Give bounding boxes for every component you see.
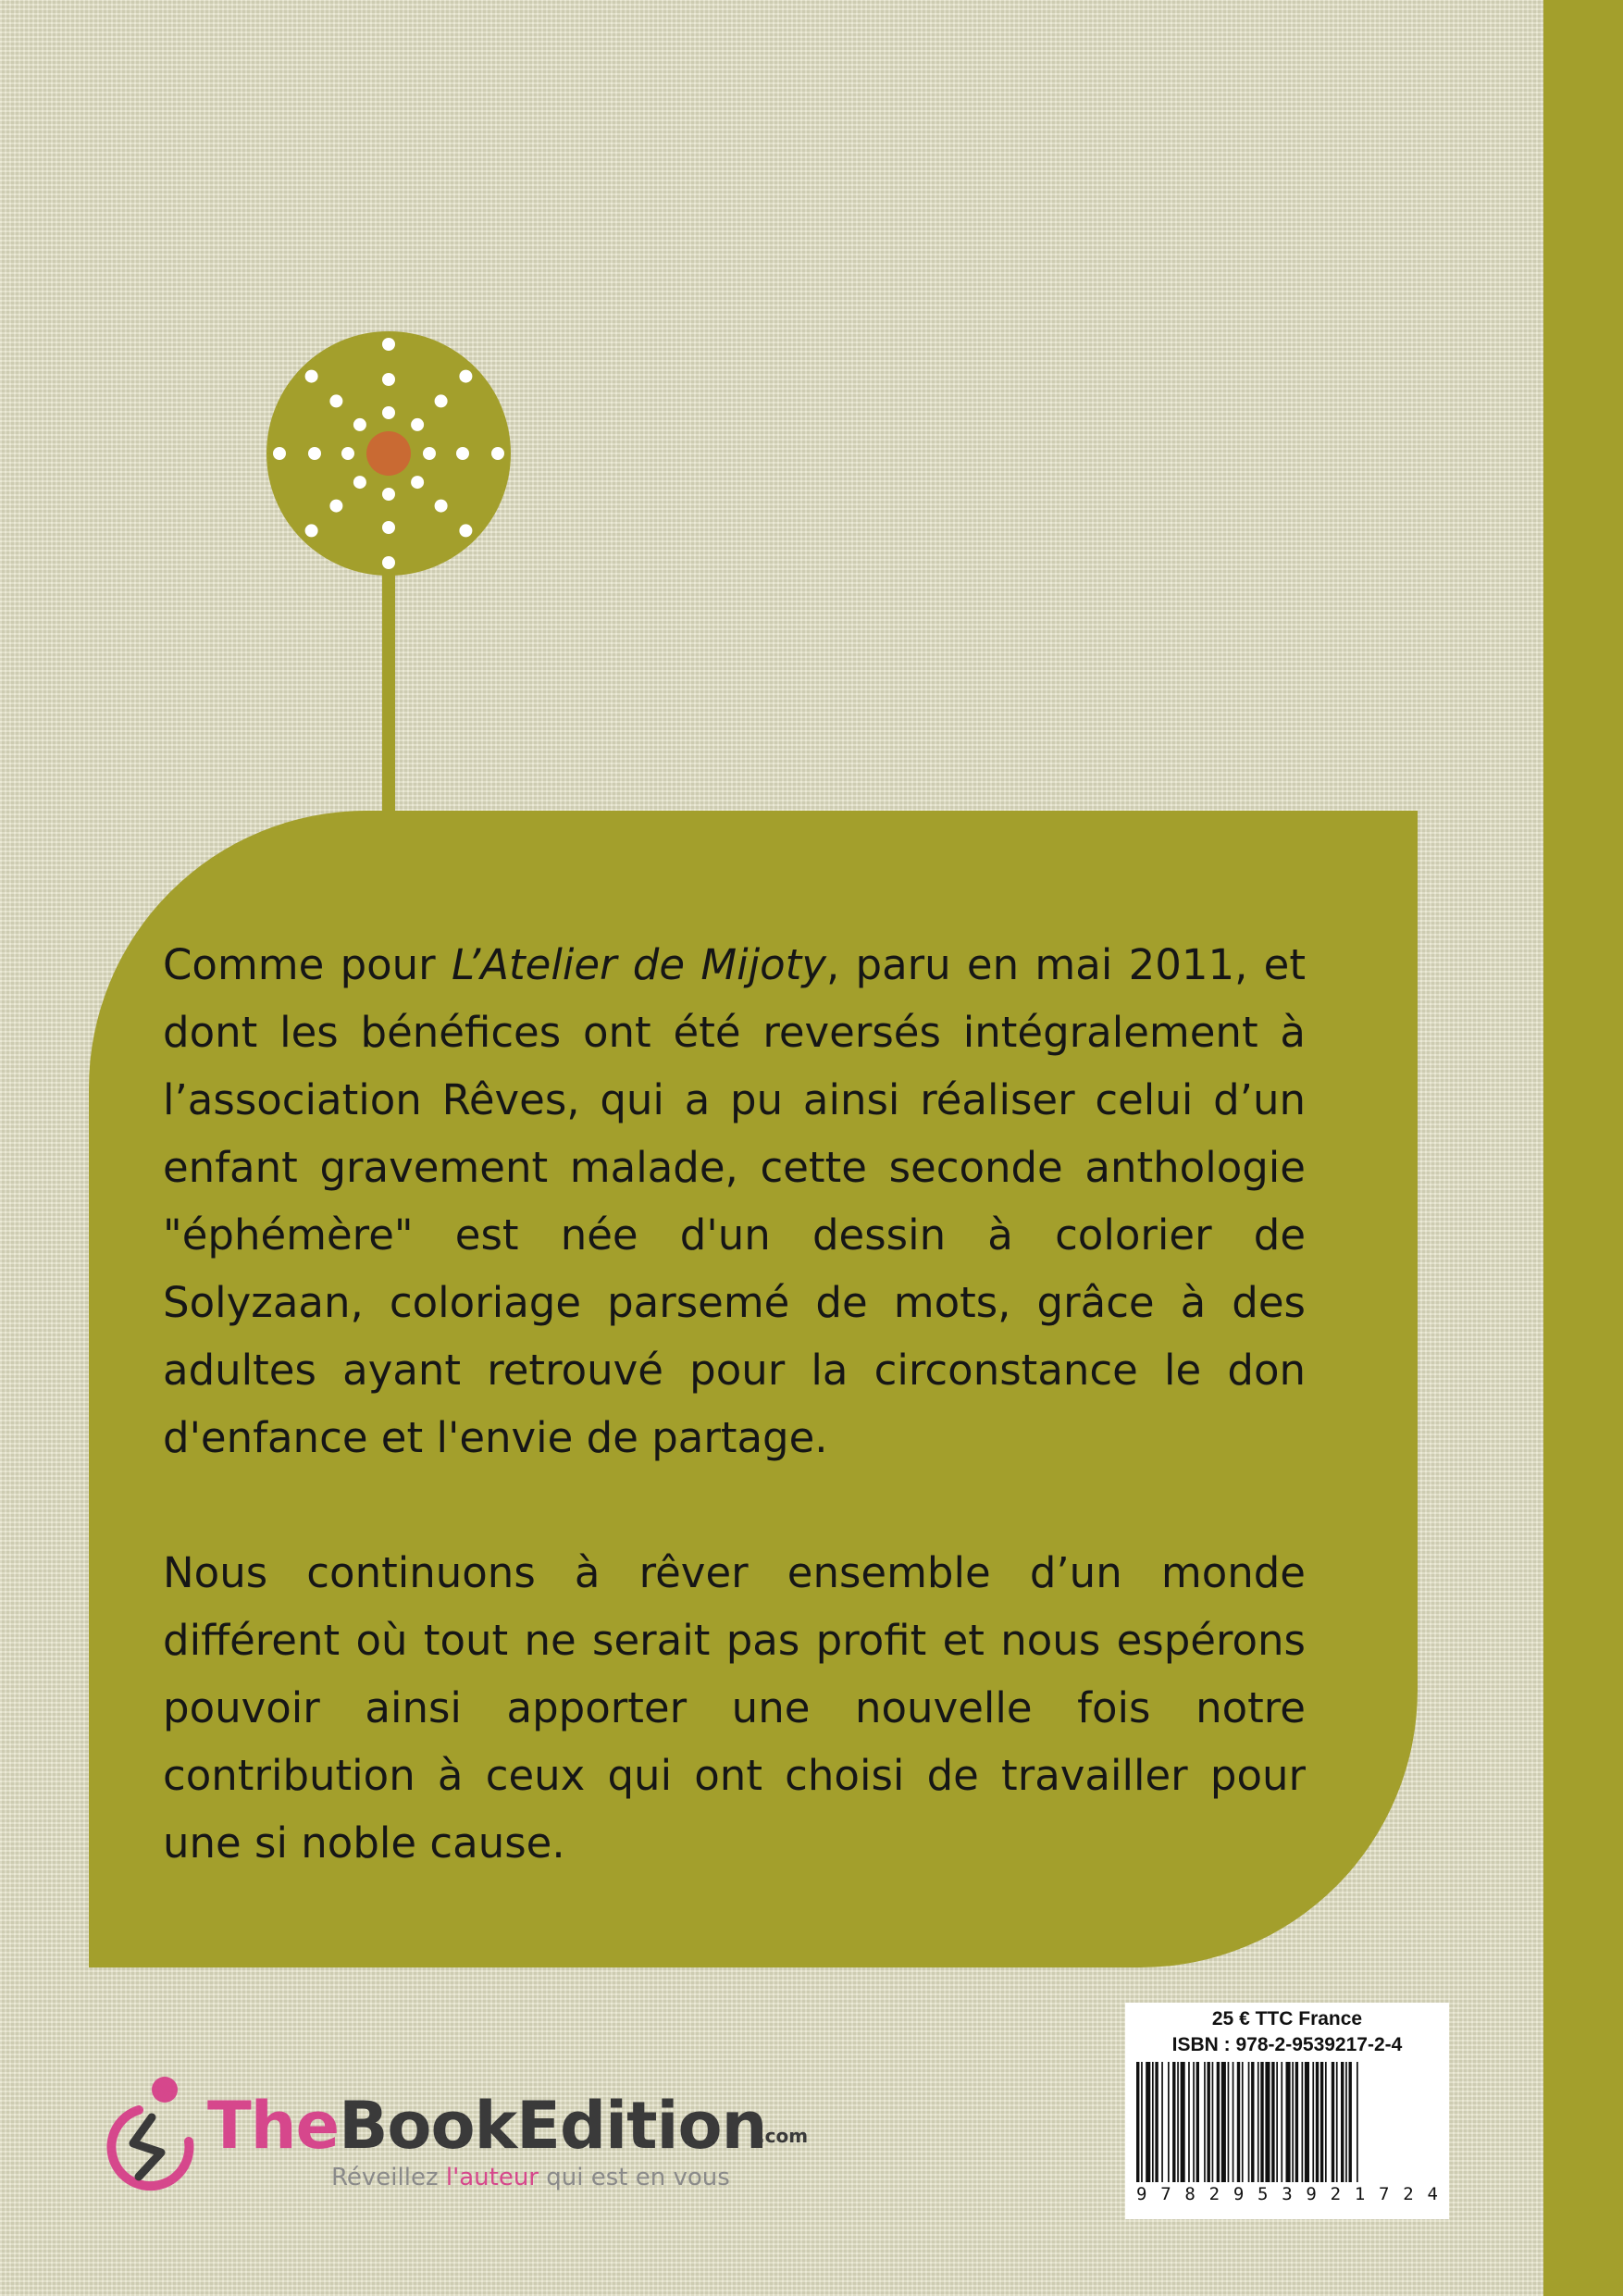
- barcode-bar: [1181, 2062, 1185, 2182]
- flower-dot: [329, 500, 342, 513]
- barcode-bar: [1208, 2062, 1210, 2182]
- barcode-bar: [1276, 2062, 1278, 2182]
- barcode-bar: [1242, 2062, 1244, 2182]
- barcode-bar: [1357, 2062, 1358, 2182]
- barcode-digit: 2: [1403, 2184, 1414, 2204]
- flower-dot: [459, 370, 472, 383]
- flower-dot: [423, 447, 436, 460]
- barcode-bar: [1248, 2062, 1250, 2182]
- flower-dot: [382, 521, 395, 534]
- barcode-bar: [1228, 2062, 1230, 2182]
- price-label: 25 € TTC France: [1211, 2008, 1363, 2029]
- barcode-bar: [1177, 2062, 1179, 2182]
- barcode-bar: [1316, 2062, 1319, 2182]
- barcode-bar: [1172, 2062, 1175, 2182]
- barcode-bar: [1212, 2062, 1214, 2182]
- logo-wordmark: TheBookEdition: [207, 2088, 767, 2164]
- barcode-bar: [1258, 2062, 1259, 2182]
- barcode-bar: [1286, 2062, 1291, 2182]
- isbn-label: ISBN : 978-2-9539217-2-4: [1171, 2034, 1403, 2055]
- flower-dot: [411, 476, 424, 489]
- barcode-bar: [1271, 2062, 1274, 2182]
- flower-dot: [382, 406, 395, 419]
- blurb-paragraph-1: Comme pour L’Atelier de Mijoty, paru en mai 2011, et dont les bénéfices ont été reversés intégralement à l’association Rêves, qui a pu ainsi réaliser celui d’un enfant gravement malade, cette seconde anthologie "éphémère" est née d'un dessin à colorier de Solyzaan, coloriage parsemé de mots, grâce à des adultes ayant retrouvé pour la circonstance le don d'enfance et l'envie de partage.: [163, 940, 1306, 1462]
- barcode-digit: 7: [1379, 2184, 1390, 2204]
- flower-dot: [382, 338, 395, 351]
- barcode-block: [1125, 2003, 1449, 2219]
- barcode-digit: 8: [1184, 2184, 1196, 2204]
- barcode-digit: 5: [1258, 2184, 1269, 2204]
- flower-dot: [435, 394, 448, 407]
- barcode-bar: [1312, 2062, 1314, 2182]
- flower-dot: [305, 370, 318, 383]
- barcode-digit: 9: [1306, 2184, 1317, 2204]
- flower-dot: [456, 447, 469, 460]
- flower-dot: [273, 447, 286, 460]
- barcode-bar: [1193, 2062, 1195, 2182]
- flower-dot: [491, 447, 504, 460]
- flower-dot: [382, 556, 395, 569]
- flower-dot: [305, 524, 318, 537]
- barcode-bar: [1188, 2062, 1190, 2182]
- barcode-digit: 7: [1160, 2184, 1171, 2204]
- flower-dot: [435, 500, 448, 513]
- barcode-bar: [1251, 2062, 1254, 2182]
- flower-dot: [382, 373, 395, 386]
- barcode-bar: [1136, 2062, 1139, 2182]
- flower-dot: [341, 447, 354, 460]
- flower-dot: [353, 418, 366, 431]
- barcode-digit: 9: [1136, 2184, 1147, 2204]
- flower-dot: [459, 524, 472, 537]
- barcode-bar: [1332, 2062, 1334, 2182]
- barcode-digits: [1136, 2184, 1438, 2204]
- publisher-logo: [85, 2073, 825, 2212]
- barcode-digit: 9: [1233, 2184, 1245, 2204]
- barcode-bar: [1349, 2062, 1352, 2182]
- blurb-paragraph-2: Nous continuons à rêver ensemble d’un monde différent où tout ne serait pas profit et nous espérons pouvoir ainsi apporter une nouvelle fois notre contribution à ceux qui ont choisi de travailler pour une si noble cause.: [163, 1548, 1306, 1868]
- barcode-digit: 3: [1282, 2184, 1293, 2204]
- flower-dot: [382, 488, 395, 501]
- flower-icon: [241, 305, 537, 824]
- barcode-digit: 2: [1208, 2184, 1220, 2204]
- barcode-bar: [1196, 2062, 1199, 2182]
- barcode-bar: [1260, 2062, 1263, 2182]
- barcode-bar: [1345, 2062, 1347, 2182]
- barcode-bar: [1292, 2062, 1294, 2182]
- barcode-bar: [1305, 2062, 1309, 2182]
- barcode-bar: [1295, 2062, 1298, 2182]
- barcode-digit: 4: [1427, 2184, 1438, 2204]
- barcode-bar: [1336, 2062, 1338, 2182]
- flower-dot: [329, 394, 342, 407]
- barcode-bar: [1325, 2062, 1327, 2182]
- barcode-bar: [1146, 2062, 1150, 2182]
- barcode-bar: [1237, 2062, 1240, 2182]
- barcode-digit: 1: [1354, 2184, 1366, 2204]
- barcode-bar: [1281, 2062, 1282, 2182]
- book-title-reference: L’Atelier de Mijoty: [451, 940, 826, 989]
- barcode-bar: [1152, 2062, 1154, 2182]
- person-logo-icon: [85, 2073, 205, 2212]
- barcode-bar: [1341, 2062, 1344, 2182]
- barcode-bar: [1265, 2062, 1270, 2182]
- logo-domain-suffix: .com: [758, 2125, 809, 2147]
- barcode-bar: [1221, 2062, 1226, 2182]
- barcode-bar: [1217, 2062, 1220, 2182]
- flower-dot: [353, 476, 366, 489]
- barcode-bars: [1136, 2062, 1438, 2182]
- barcode-bar: [1155, 2062, 1158, 2182]
- barcode-bar: [1233, 2062, 1234, 2182]
- logo-tagline: Réveillez l'auteur qui est en vous: [331, 2164, 730, 2191]
- barcode-bar: [1320, 2062, 1323, 2182]
- barcode-bar: [1141, 2062, 1143, 2182]
- barcode-bar: [1161, 2062, 1163, 2182]
- flower-dot: [308, 447, 321, 460]
- spine-band: [1543, 0, 1623, 2296]
- back-cover-blurb: [163, 931, 1306, 1877]
- barcode-bar: [1168, 2062, 1170, 2182]
- barcode-bar: [1204, 2062, 1206, 2182]
- flower-dot: [411, 418, 424, 431]
- barcode-digit: 2: [1330, 2184, 1342, 2204]
- barcode-bar: [1302, 2062, 1304, 2182]
